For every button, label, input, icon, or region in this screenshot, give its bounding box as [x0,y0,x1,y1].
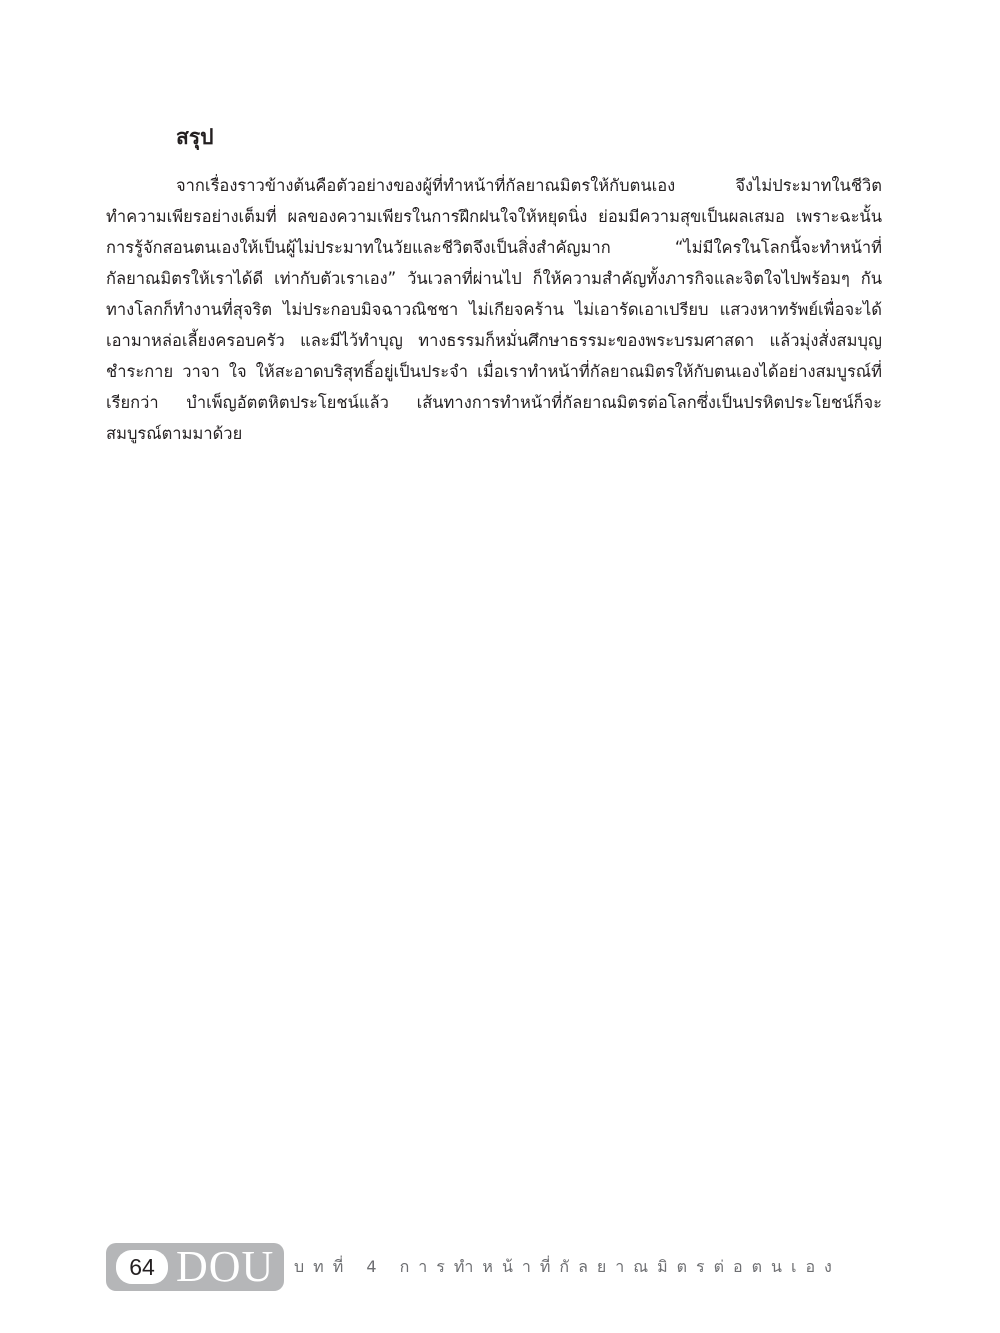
summary-paragraph: จากเรื่องราวข้างต้นคือตัวอย่างของผู้ที่ทำหน้าที่กัลยาณมิตรให้กับตนเอง จึงไม่ประมาทในชีวิต ทำความเพียรอย่างเต็มที่ ผลของความเพียรในการฝึกฝนใจให้หยุดนิ่ง ย่อมมีความสุขเป็นผลเสมอ เพราะฉะนั้นการรู้จักสอนตนเองให้เป็นผู้ไม่ประมาทในวัยและชีวิตจึงเป็นสิ่งสำคัญมาก “ไม่มีใครในโลกนี้จะทำหน้าที่กัลยาณมิตรให้เราได้ดี เท่ากับตัวเราเอง” วันเวลาที่ผ่านไป ก็ให้ความสำคัญทั้งภารกิจและจิตใจไปพร้อมๆ กัน ทางโลกก็ทำงานที่สุจริต ไม่ประกอบมิจฉาวณิชชา ไม่เกียจคร้าน ไม่เอารัดเอาเปรียบ แสวงหาทรัพย์เพื่อจะได้เอามาหล่อเลี้ยงครอบครัว และมีไว้ทำบุญ ทางธรรมก็หมั่นศึกษาธรรมะของพระบรมศาสดา แล้วมุ่งสั่งสมบุญ ชำระกาย วาจา ใจ ให้สะอาดบริสุทธิ์อยู่เป็นประจำ เมื่อเราทำหน้าที่กัลยาณมิตรให้กับตนเองได้อย่างสมบูรณ์ที่เรียกว่า บำเพ็ญอัตตหิตประโยชน์แล้ว เส้นทางการทำหน้าที่กัลยาณมิตรต่อโลกซึ่งเป็นปรหิตประโยชน์ก็จะสมบูรณ์ตามมาด้วย [106,176,882,443]
page-footer [106,1243,841,1291]
page-number: 64 [116,1250,168,1284]
brand-logo: DOU [176,1242,275,1291]
section-heading: สรุป [176,125,214,149]
footer-badge [106,1243,284,1291]
chapter-title: บทที่ 4 การทำหน้าที่กัลยาณมิตรต่อตนเอง [294,1256,841,1276]
